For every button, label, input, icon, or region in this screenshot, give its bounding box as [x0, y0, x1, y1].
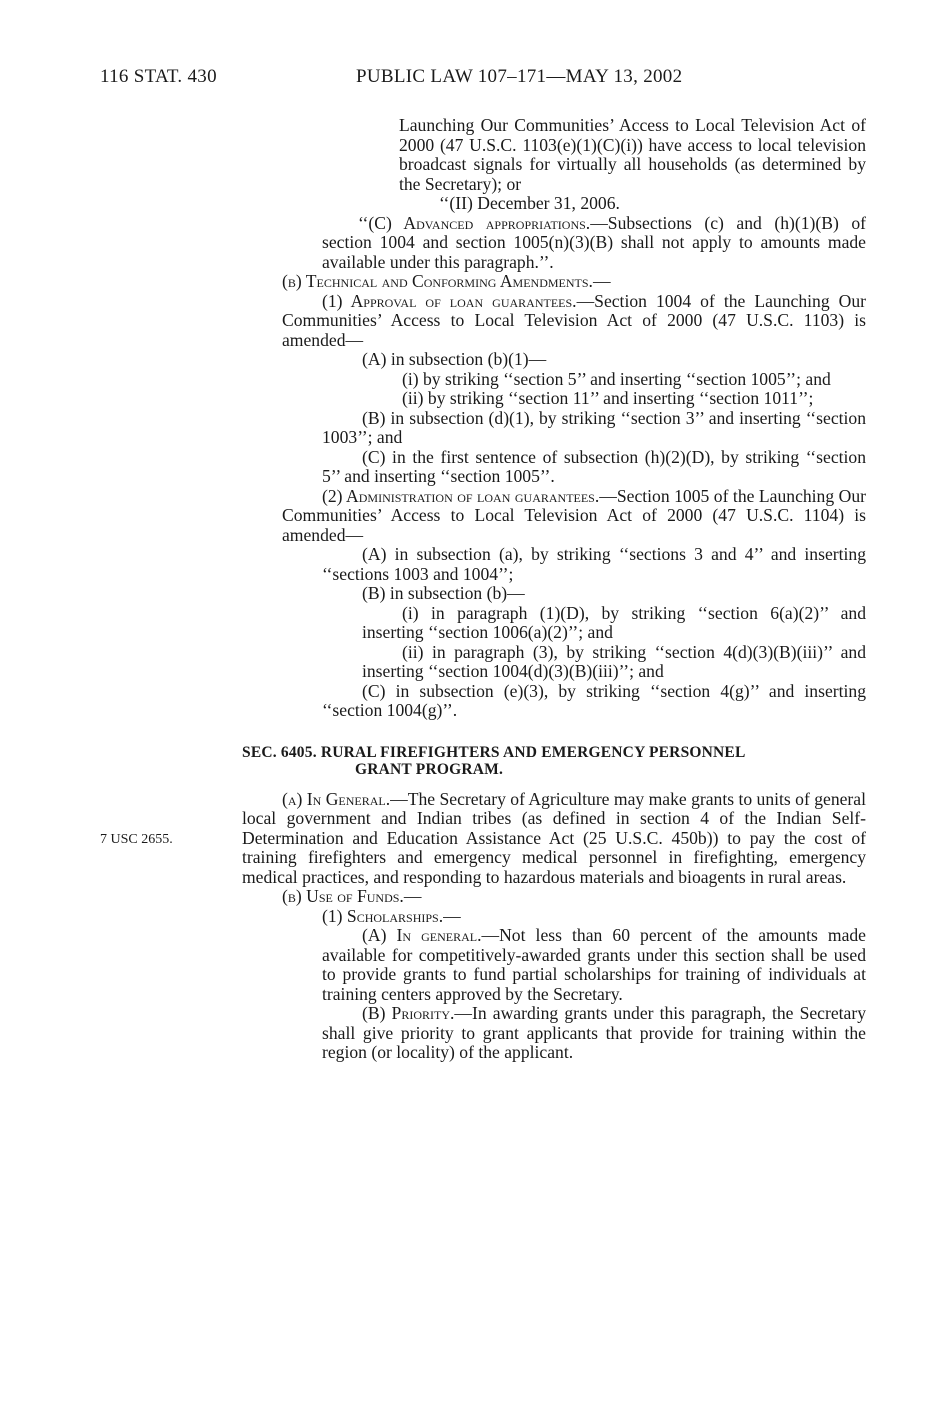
paragraph-admin-subsection-a: (A) in subsection (a), by striking ‘‘sections 3 and 4’’ and inserting ‘‘sections 1003 and 1004’’; [322, 544, 866, 584]
paragraph-scholarships-in-general [242, 926, 866, 1004]
paragraph-advanced-appropriations [242, 214, 866, 273]
page-reference: 116 STAT. 430 [100, 66, 217, 87]
text-approval-loan-guarantees: —Section 1004 of the Launching Our Communities’ Access to Local Television Act of 2000 (47 U.S.C. 1103) is amended— [282, 290, 866, 350]
running-header: PUBLIC LAW 107–171—MAY 13, 2002 [356, 66, 683, 87]
heading-use-of-funds: (b) Use of Funds. [282, 886, 404, 906]
paragraph-priority [242, 1004, 866, 1063]
paragraph-subsection-a: (A) in subsection (b)(1)— [362, 349, 547, 369]
paragraph-admin-subsection-b: (B) in subsection (b)— [362, 583, 525, 603]
paragraph-clause-ii: ‘‘(II) December 31, 2006. [439, 193, 620, 213]
paragraph-admin-clause-ii: (ii) in paragraph (3), by striking ‘‘section 4(d)(3)(B)(iii)’’ and inserting ‘‘section 1004(d)(3)(B)(iii)’’; and [362, 641, 866, 681]
paragraph-clause-ii-striking: (ii) by striking ‘‘section 11’’ and inserting ‘‘section 1011’’; [402, 388, 814, 408]
dash: — [443, 905, 461, 926]
text-administration-loan-guarantees: —Section 1005 of the Launching Our Communities’ Access to Local Television Act of 2000 (47 U.S.C. 1104) is amended— [282, 485, 867, 545]
paragraph-scholarships [242, 907, 866, 927]
section-title-line-2: GRANT PROGRAM. [355, 760, 504, 778]
heading-scholarships: (1) Scholarships. [322, 905, 444, 926]
text-scholarships-in-general: —Not less than 60 percent of the amounts made available for competitively-awarded grants under this section shall be used to provide grants to fund partial scholarships for training of individuals at training centers approved by the Secretary. [322, 925, 866, 1004]
dash: — [592, 271, 611, 291]
dash: — [403, 886, 422, 906]
section-heading [242, 744, 866, 778]
margin-note: 7 USC 2655. [100, 832, 173, 847]
heading-scholarships-in-general: (A) In general. [362, 925, 482, 945]
paragraph-continuation: Launching Our Communities’ Access to Local Television Act of 2000 (47 U.S.C. 1103(e)(1)(C)(i)) have access to local television broadcast signals for virtually all households (as determined by the Secretary); or [399, 115, 866, 194]
text-priority: —In awarding grants under this paragraph, the Secretary shall give priority to grant applicants that provide for training within the region (or locality) of the applicant. [322, 1003, 866, 1062]
paragraph-admin-subsection-c: (C) in subsection (e)(3), by striking ‘‘section 4(g)’’ and inserting ‘‘section 1004(g)’’. [322, 680, 866, 720]
text-advanced-appropriations: —Subsections (c) and (h)(1)(B) of section 1004 and section 1005(n)(3)(B) shall not apply to amounts made available under this paragraph.’’. [322, 212, 866, 272]
paragraph-subsection-b: (B) in subsection (d)(1), by striking ‘‘section 3’’ and inserting ‘‘section 1003’’; and [322, 407, 866, 447]
paragraph-administration-loan-guarantees [242, 487, 866, 546]
paragraph-clause-i: (i) by striking ‘‘section 5’’ and inserting ‘‘section 1005’’; and [402, 368, 831, 389]
body-text [242, 116, 866, 1063]
heading-in-general: (a) In General. [282, 788, 391, 809]
heading-approval-loan-guarantees: (1) Approval of loan guarantees. [322, 290, 577, 311]
paragraph-use-of-funds [242, 887, 866, 907]
heading-priority: (B) Priority. [362, 1003, 455, 1023]
paragraph-technical-amendments [242, 272, 866, 292]
paragraph-in-general [242, 790, 866, 888]
paragraph-subsection-c: (C) in the first sentence of subsection (h)(2)(D), by striking ‘‘section 5’’ and inserting ‘‘section 1005’’. [322, 446, 866, 486]
section-title-line-1: SEC. 6405. RURAL FIREFIGHTERS AND EMERGENCY PERSONNEL [242, 743, 746, 761]
heading-administration-loan-guarantees: (2) Administration of loan guarantees. [322, 485, 600, 506]
paragraph-approval-loan-guarantees [242, 292, 866, 351]
heading-advanced-appropriations: ‘‘(C) Advanced appropriations. [358, 212, 591, 233]
paragraph-admin-clause-i: (i) in paragraph (1)(D), by striking ‘‘section 6(a)(2)’’ and inserting ‘‘section 1006(a)(2)’’; and [362, 602, 866, 642]
heading-technical-amendments: (b) Technical and Conforming Amendments. [282, 271, 593, 291]
section-title [242, 744, 866, 778]
text-in-general: —The Secretary of Agriculture may make grants to units of general local government and Indian tribes (as defined in section 4 of the Indian Self-Determination and Education Assistance Act (25 U.S.C. 450b)) to pay the cost of training firefighters and emergency medical personnel in firefighting, emergency medical practices, and responding to hazardous materials and bioagents in rural areas. [242, 788, 866, 887]
